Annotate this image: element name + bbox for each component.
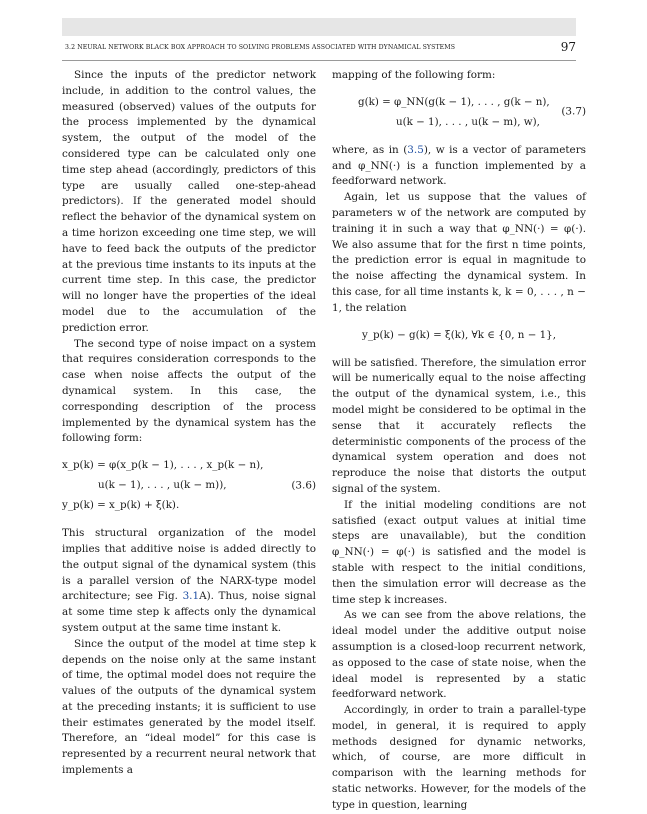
equation-3-6 [62, 457, 316, 514]
paragraph: mapping of the following form: [332, 69, 496, 81]
figure-ref-link[interactable]: 3.1 [182, 590, 200, 603]
paragraph [62, 526, 316, 637]
paragraph: As we can see from the above relations, the ideal model under the additive output noise assumption is a closed-loop recurrent network, as opposed to the case of state noise, when the ideal model is represented by a static feedforward network. [332, 609, 586, 701]
equation-relation [332, 327, 586, 344]
paragraph [332, 143, 586, 190]
running-title: 3.2 NEURAL NETWORK BLACK BOX APPROACH TO SOLVING PROBLEMS ASSOCIATED WITH DYNAMICAL SYSTEMS [65, 44, 456, 51]
equation-ref-link[interactable]: 3.5 [407, 143, 424, 156]
paragraph: will be satisfied. Therefore, the simulation error will be numerically equal to the noise affecting the output of the dynamical system, i.e., this model might be considered to be optimal in the sense that it accurately reflects the deterministic components of the process of the dynamical system operation and does not reproduce the noise that distorts the output signal of the system. [332, 356, 586, 495]
paragraph-text: where, as in ( [332, 143, 408, 156]
running-head [62, 40, 576, 61]
equation-line: y_p(k) − g(k) = ξ(k), ∀k ∈ {0, n − 1}, [362, 328, 556, 341]
page-number: 97 [560, 40, 576, 54]
equation-3-7 [332, 94, 586, 131]
equation-line: x_p(k) = φ(x_p(k − 1), . . . , x_p(k − n), [62, 459, 264, 472]
paragraph: Accordingly, in order to train a parallel-type model, in general, it is required to apply methods designed for dynamic networks, which, of course, are more difficult in comparison with the learning methods for static networks. However, for the models of the type in question, learning [332, 704, 586, 811]
paragraph: Since the inputs of the predictor network include, in addition to the control values, the measured (observed) values of the outputs for the process implemented by the dynamical system, the output of the model of the considered type can be calculated only one time step ahead (accordingly, predictors of this type are usually called one-step-ahead predictors). If the generated model should reflect the behavior of the dynamical system on a time horizon exceeding one time step, we will have to feed back the outputs of the predictor at the previous time instants to its inputs at the current time step. In this case, the predictor will no longer have the properties of the ideal model due to the accumulation of the prediction error. [62, 69, 316, 334]
equation-line: u(k − 1), . . . , u(k − m), w), [396, 115, 540, 128]
paragraph-text: ), w is a vector of parameters and φ_NN(·) is a function implemented by a feedforward network. [332, 143, 586, 188]
left-column [62, 68, 316, 779]
equation-line: g(k) = φ_NN(g(k − 1), . . . , g(k − n), [358, 95, 550, 108]
paragraph: If the initial modeling conditions are not satisfied (exact output values at initial time steps are unavailable), but the condition φ_NN(·) = φ(·) is satisfied and the model is stable with respect to the initial conditions, then the simulation error will decrease as the time step k increases. [332, 498, 586, 606]
equation-number: (3.7) [561, 105, 586, 118]
right-column [332, 68, 586, 814]
header-band [62, 18, 576, 36]
equation-line: u(k − 1), . . . , u(k − m)), [98, 479, 227, 492]
equation-number: (3.6) [291, 479, 316, 492]
paragraph-text: A). Thus, noise signal at some time step k affects only the dynamical system output at the same time instant k. [62, 590, 316, 634]
paragraph: Since the output of the model at time step k depends on the noise only at the same instant of time, the optimal model does not require the values of the outputs of the dynamical system at the preceding instants; it is sufficient to use their estimates generated by the model itself. Therefore, an “ideal model” for this case is represented by a recurrent neural network that implements a [62, 637, 316, 777]
paragraph: The second type of noise impact on a system that requires consideration corresponds to the case when noise affects the output of the dynamical system. In this case, the corresponding description of the process implemented by the dynamical system has the following form: [62, 337, 316, 445]
equation-line: y_p(k) = x_p(k) + ξ(k). [62, 499, 180, 512]
paragraph-text: This structural organization of the model implies that additive noise is added directly to the output signal of the dynamical system (this is a parallel version of the NARX-type model architecture; see Fig. [62, 527, 316, 603]
paragraph: Again, let us suppose that the values of parameters w of the network are computed by training it in such a way that φ_NN(·) = φ(·). We also assume that for the first n time points, the prediction error is equal in magnitude to the noise affecting the dynamical system. In this case, for all time instants k, k = 0, . . . , n − 1, the relation [332, 191, 586, 314]
